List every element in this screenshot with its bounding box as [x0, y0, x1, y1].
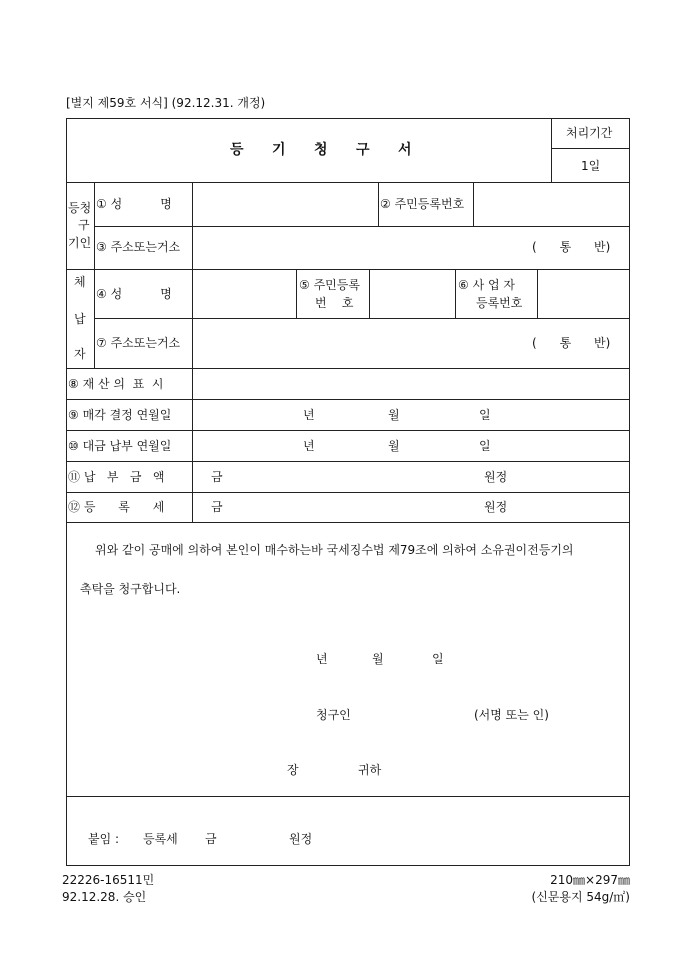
reg-tax-geum: 금 [211, 500, 223, 514]
attachment-won: 원정 [289, 832, 313, 846]
divider [66, 182, 630, 183]
signature-year: 년 [316, 652, 328, 666]
divider [66, 522, 630, 523]
sale-year: 년 [303, 408, 315, 422]
registrant-tong-ban: ( 통 반) [532, 240, 611, 254]
divider [66, 796, 630, 797]
divider [94, 226, 630, 227]
delinquent-group-label: 자 [74, 347, 86, 361]
sale-date-label: ⑨ 매각 결정 연월일 [68, 408, 172, 422]
delinquent-rrn-label: 번 호 [315, 296, 354, 310]
paid-amount-won: 원정 [484, 470, 508, 484]
signature-day: 일 [432, 652, 444, 666]
registrant-name-label: ① 성 명 [96, 197, 172, 211]
registrant-group-label: 기인 [68, 236, 92, 250]
divider [94, 318, 630, 319]
footer-code: 22226-16511민 [62, 873, 155, 887]
delinquent-biz-label: 등록번호 [476, 296, 523, 310]
attachment-label: 붙임 : [88, 832, 120, 846]
payment-date-label: ⑩ 대금 납부 연월일 [68, 439, 172, 453]
divider [378, 182, 379, 226]
recipient-gwiha: 귀하 [358, 763, 382, 777]
request-body-line1: 위와 같이 공매에 의하여 본인이 매수하는바 국세징수법 제79조에 의하여 소유권이전등기의 [95, 543, 574, 557]
delinquent-tong-ban: ( 통 반) [532, 336, 611, 350]
delinquent-biz-label: ⑥ 사 업 자 [458, 278, 515, 292]
payment-year: 년 [303, 439, 315, 453]
signature-month: 월 [372, 652, 384, 666]
divider [66, 430, 630, 431]
divider [94, 182, 95, 368]
delinquent-address-label: ⑦ 주소또는거소 [96, 336, 181, 350]
divider [66, 461, 630, 462]
registrant-group-label: 등청 [68, 201, 92, 215]
form-title: 등 기 청 구 서 [230, 142, 412, 158]
registrant-rrn-label: ② 주민등록번호 [380, 197, 465, 211]
attachment-geum: 금 [205, 832, 217, 846]
payment-day: 일 [479, 439, 491, 453]
divider [537, 269, 538, 318]
divider [66, 368, 630, 369]
reg-tax-label: ⑫ 등 록 세 [68, 500, 165, 514]
processing-period-label: 처리기간 [566, 126, 613, 140]
divider [551, 118, 552, 182]
divider [66, 399, 630, 400]
registrant-group-label: 구 [78, 218, 90, 232]
claimant-label: 청구인 [316, 708, 351, 722]
sale-day: 일 [479, 408, 491, 422]
footer-approval: 92.12.28. 승인 [62, 890, 147, 904]
divider [369, 269, 370, 318]
form-reference: [별지 제59호 서식] (92.12.31. 개정) [66, 96, 266, 110]
sale-month: 월 [388, 408, 400, 422]
request-body-line2: 촉탁을 청구합니다. [80, 582, 181, 596]
delinquent-name-label: ④ 성 명 [96, 287, 172, 301]
processing-period-value: 1일 [581, 159, 601, 173]
divider [66, 492, 630, 493]
divider [192, 182, 193, 522]
paid-amount-label: ⑪ 납 부 금 액 [68, 470, 165, 484]
delinquent-rrn-label: ⑤ 주민등록 [299, 278, 360, 292]
footer-size: 210㎜×297㎜ [550, 873, 630, 887]
paid-amount-geum: 금 [211, 470, 223, 484]
recipient-jang: 장 [287, 763, 299, 777]
delinquent-group-label: 체 [74, 275, 86, 289]
footer-paper: (신문용지 54g/㎡) [531, 890, 630, 904]
divider [455, 269, 456, 318]
divider [551, 148, 630, 149]
property-label: ⑧ 재 산 의 표 시 [68, 377, 164, 391]
registrant-address-label: ③ 주소또는거소 [96, 240, 181, 254]
divider [66, 269, 630, 270]
signature-note: (서명 또는 인) [474, 708, 549, 722]
attachment-tax: 등록세 [143, 832, 178, 846]
payment-month: 월 [388, 439, 400, 453]
divider [296, 269, 297, 318]
divider [473, 182, 474, 226]
delinquent-group-label: 납 [74, 312, 86, 326]
reg-tax-won: 원정 [484, 500, 508, 514]
